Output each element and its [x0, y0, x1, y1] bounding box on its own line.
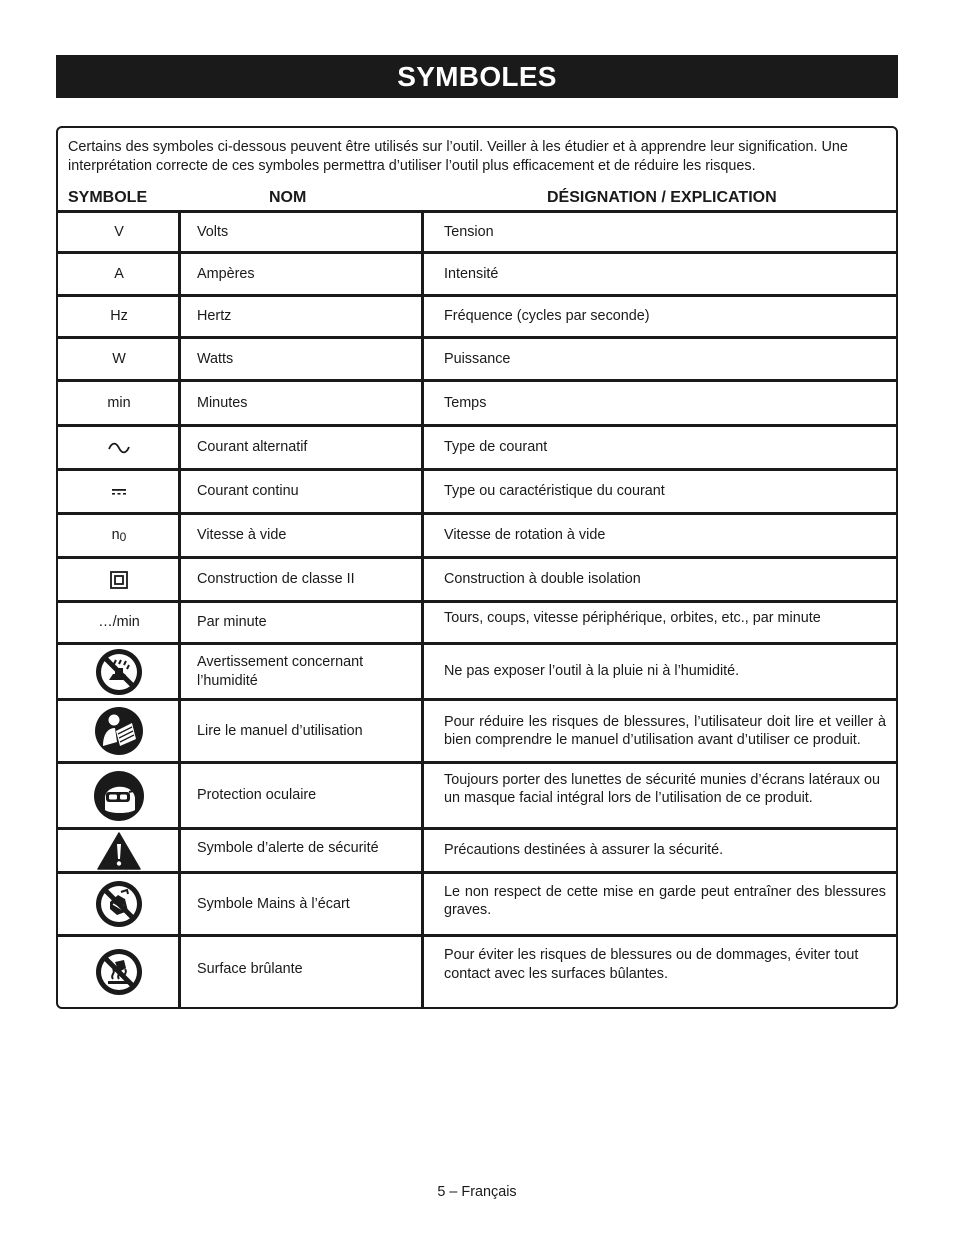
symbol-cell: A: [114, 265, 124, 282]
name-cell: Hertz: [197, 308, 232, 325]
designation-cell: Vitesse de rotation à vide: [444, 527, 606, 544]
name-cell: Par minute: [197, 614, 267, 631]
designation-cell: Intensité: [444, 265, 499, 282]
symbol-cell: Hz: [110, 308, 128, 325]
name-cell: Courant alternatif: [197, 439, 308, 456]
name-cell: Protection oculaire: [197, 787, 317, 804]
alternating-current-icon: [60, 427, 178, 468]
symbol-main: n: [111, 527, 120, 544]
direct-current-icon: [60, 471, 178, 512]
symbol-cell: …/min: [98, 614, 140, 631]
page-title: SYMBOLES: [56, 55, 898, 98]
name-cell: Symbole d’alerte de sécurité: [197, 839, 379, 856]
name-cell: Lire le manuel d’utilisation: [197, 722, 363, 739]
intro-text: Certains des symboles ci-dessous peuvent être utilisés sur l’outil. Veiller à les étudier et à apprendre leur signification. Une interprétation correcte de ces symboles permettra d’utiliser l’outil plus efficacement et de réduire les risques.: [68, 139, 848, 174]
no-rain-icon: [60, 645, 178, 698]
name-cell: Avertissement concernant l’humidité: [197, 654, 364, 689]
name-cell: Volts: [197, 223, 229, 240]
name-cell: Construction de classe II: [197, 571, 355, 588]
read-manual-icon: [60, 701, 178, 761]
name-cell: Watts: [197, 350, 234, 367]
symbol-subscript: 0: [119, 530, 127, 545]
symbol-cell: V: [114, 223, 124, 240]
header-symbol: SYMBOLE: [68, 189, 148, 206]
safety-alert-icon: [60, 830, 178, 871]
designation-cell: Tours, coups, vitesse périphérique, orbites, etc., par minute: [444, 609, 821, 626]
class-ii-construction-icon: [60, 559, 178, 600]
name-cell: Vitesse à vide: [197, 527, 287, 544]
designation-cell: Ne pas exposer l’outil à la pluie ni à l’humidité.: [444, 663, 740, 680]
header-name: NOM: [269, 189, 307, 206]
name-cell: Courant continu: [197, 483, 299, 500]
designation-cell: Type de courant: [444, 439, 548, 456]
designation-cell: Précautions destinées à assurer la sécurité.: [444, 842, 724, 859]
designation-cell: Tension: [444, 223, 494, 240]
designation-cell: Puissance: [444, 350, 511, 367]
symbol-cell: [60, 515, 178, 556]
designation-cell: Construction à double isolation: [444, 571, 641, 588]
keep-hands-away-icon: [60, 874, 178, 934]
designation-cell: Fréquence (cycles par seconde): [444, 308, 650, 325]
symbol-cell: W: [112, 350, 126, 367]
column-rule: [178, 210, 181, 1007]
name-cell: Symbole Mains à l’écart: [197, 895, 350, 912]
designation-cell: Toujours porter des lunettes de sécurité munies d’écrans latéraux ou un masque facial intégral lors de l’utilisation de ce produit.: [444, 771, 880, 806]
eye-protection-icon: [60, 764, 178, 827]
name-cell: Minutes: [197, 394, 248, 411]
designation-cell: Pour réduire les risques de blessures, l’utilisateur doit lire et veiller à bien comprendre le manuel d’utilisation avant d’utiliser ce produit.: [444, 713, 886, 748]
name-cell: Ampères: [197, 265, 255, 282]
header-designation: DÉSIGNATION / EXPLICATION: [547, 189, 777, 206]
designation-cell: Type ou caractéristique du courant: [444, 483, 665, 500]
designation-cell: Pour éviter les risques de blessures ou de dommages, éviter tout contact avec les surfaces bûlantes.: [444, 947, 859, 982]
symbol-cell: min: [107, 394, 131, 411]
symbols-table: [56, 126, 898, 1009]
page-footer: 5 – Français: [437, 1184, 517, 1200]
designation-cell: Le non respect de cette mise en garde peut entraîner des blessures graves.: [444, 883, 886, 918]
name-cell: Surface brûlante: [197, 961, 303, 978]
hot-surface-icon: [60, 937, 178, 1007]
designation-cell: Temps: [444, 394, 487, 411]
